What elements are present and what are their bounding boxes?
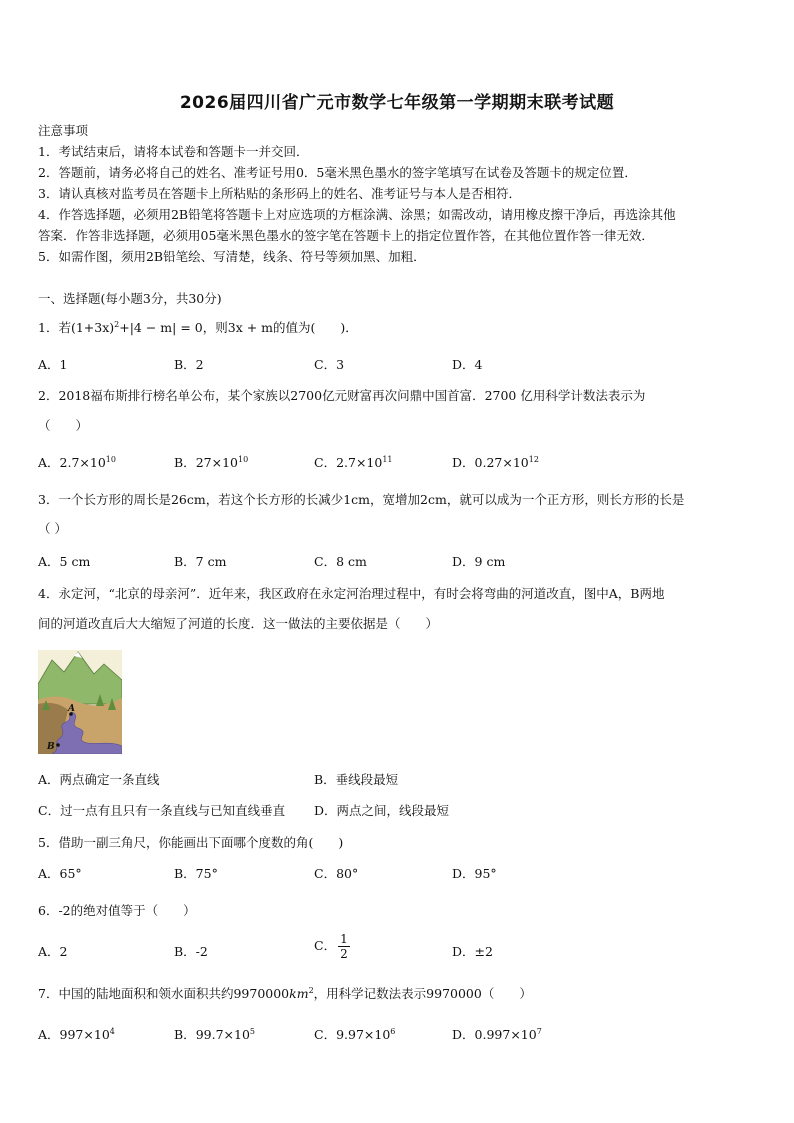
- q2-c-base: 2.7×10: [336, 455, 383, 470]
- q1-option-d[interactable]: D．4: [452, 357, 483, 372]
- notice-item-4-cont: 答案．作答非选择题，必须用05毫米黑色墨水的签字笔在答题卡上的指定位置作答，在其他位置作答一律无效．: [38, 228, 654, 243]
- q2-b-label: B．: [174, 455, 196, 470]
- q1-option-c[interactable]: C．3: [314, 357, 345, 372]
- question-7: [38, 984, 532, 1002]
- q6-option-a[interactable]: A．2: [38, 944, 68, 959]
- q7-value: 9970000: [233, 986, 290, 1001]
- q1-prefix: 1．若: [38, 320, 71, 335]
- q2-option-a[interactable]: [38, 453, 116, 471]
- q2-option-c[interactable]: [314, 453, 393, 471]
- q7-suffix: ，用科学记数法表示9970000（ ）: [313, 986, 532, 1001]
- notice-item-5: 5．如需作图，须用2B铅笔绘、写清楚，线条、符号等须加黑、加粗．: [38, 249, 426, 264]
- q2-a-label: A．: [38, 455, 60, 470]
- q4-option-d[interactable]: D．两点之间，线段最短: [314, 803, 450, 818]
- q3-option-b[interactable]: B．7 cm: [174, 554, 227, 569]
- label-a: A: [68, 704, 75, 714]
- q7-unit-exp: 2: [308, 986, 314, 995]
- q6-c-label: C．: [314, 938, 337, 953]
- q7-b-label: B．: [174, 1027, 196, 1042]
- q1-expr-mid: +|4 − m| = 0: [119, 320, 203, 335]
- q3-option-d[interactable]: D．9 cm: [452, 554, 506, 569]
- q7-prefix: 7．中国的陆地面积和领水面积共约: [38, 986, 234, 1001]
- notice-item-4: 4．作答选择题，必须用2B铅笔将答题卡上对应选项的方框涂满、涂黑；如需改动，请用橡皮擦干净后，再选涂其他: [38, 207, 676, 222]
- q7-c-label: C．: [314, 1027, 337, 1042]
- question-5: 5．借助一副三角尺，你能画出下面哪个度数的角( ): [38, 835, 344, 850]
- q7-b-exp: 5: [249, 1027, 255, 1036]
- q1-option-a[interactable]: A．1: [38, 357, 68, 372]
- q7-d-exp: 7: [536, 1027, 542, 1036]
- q2-option-b[interactable]: [174, 453, 248, 471]
- q6-c-fraction: [338, 932, 350, 961]
- q1-expr: [71, 320, 203, 335]
- q7-option-d[interactable]: [452, 1025, 542, 1043]
- q7-unit: km: [289, 986, 309, 1001]
- q1-then: ，则: [202, 320, 228, 335]
- point-b: [56, 743, 60, 747]
- q2-option-d[interactable]: [452, 453, 539, 471]
- q6-option-c[interactable]: [314, 932, 350, 961]
- q7-a-label: A．: [38, 1027, 60, 1042]
- question-6: 6．-2的绝对值等于（ ）: [38, 903, 196, 918]
- question-4-cont: 间的河道改直后大大缩短了河道的长度．这一做法的主要依据是（ ）: [38, 616, 439, 631]
- q1-option-b[interactable]: B．2: [174, 357, 204, 372]
- q4-option-c[interactable]: C．过一点有且只有一条直线与已知直线垂直: [38, 803, 286, 818]
- q2-a-base: 2.7×10: [59, 455, 106, 470]
- q3-option-c[interactable]: C．8 cm: [314, 554, 367, 569]
- q7-d-base: 0.997×10: [474, 1027, 537, 1042]
- q2-b-base: 27×10: [195, 455, 238, 470]
- question-2-paren: （ ）: [38, 418, 89, 433]
- page-title: 2026届四川省广元市数学七年级第一学期期末联考试题: [179, 93, 615, 113]
- q2-c-label: C．: [314, 455, 337, 470]
- notice-item-1: 1．考试结束后，请将本试卷和答题卡一并交回．: [38, 144, 309, 159]
- question-4: 4．永定河，“北京的母亲河”．近年来，我区政府在永定河治理过程中，有时会将弯曲的河道改直，图中A，B两地: [38, 586, 665, 601]
- q7-a-exp: 4: [109, 1027, 115, 1036]
- q1-expr-exp: 2: [114, 320, 120, 329]
- q6-option-b[interactable]: B．-2: [174, 944, 208, 959]
- fraction-denominator: 2: [340, 947, 348, 961]
- question-2: 2．2018福布斯排行榜名单公布，某个家族以2700亿元财富再次问鼎中国首富．2700 亿用科学计数法表示为: [38, 388, 646, 403]
- q5-option-c[interactable]: C．80°: [314, 866, 359, 881]
- q5-option-a[interactable]: A．65°: [38, 866, 82, 881]
- river-illustration: [38, 650, 122, 754]
- q2-d-label: D．: [452, 455, 475, 470]
- q1-suffix: 的值为( )．: [273, 320, 358, 335]
- q7-d-label: D．: [452, 1027, 475, 1042]
- q7-c-exp: 6: [390, 1027, 396, 1036]
- q1-expr-base: (1+3x): [70, 320, 115, 335]
- q1-target: 3x + m: [227, 320, 274, 335]
- notice-heading: 注意事项: [38, 123, 89, 138]
- label-b: B: [47, 742, 55, 752]
- notice-item-2: 2．答题前，请务必将自己的姓名、准考证号用0．5毫米黑色墨水的签字笔填写在试卷及答题卡的规定位置．: [38, 165, 637, 180]
- q6-option-d[interactable]: D．±2: [452, 944, 493, 959]
- q2-c-exp: 11: [382, 455, 393, 464]
- q7-option-c[interactable]: [314, 1025, 395, 1043]
- q5-option-d[interactable]: D．95°: [452, 866, 497, 881]
- q7-b-base: 99.7×10: [195, 1027, 250, 1042]
- question-3: 3．一个长方形的周长是26cm，若这个长方形的长减少1cm，宽增加2cm，就可以成为一个正方形，则长方形的长是: [38, 492, 685, 507]
- fraction-numerator: 1: [340, 932, 348, 946]
- q4-option-b[interactable]: B．垂线段最短: [314, 772, 399, 787]
- q7-option-b[interactable]: [174, 1025, 255, 1043]
- q3-option-a[interactable]: A．5 cm: [38, 554, 91, 569]
- q4-option-a[interactable]: A．两点确定一条直线: [38, 772, 160, 787]
- q2-d-base: 0.27×10: [474, 455, 529, 470]
- q2-b-exp: 10: [237, 455, 249, 464]
- q2-d-exp: 12: [528, 455, 539, 464]
- question-3-paren: （ ）: [38, 521, 67, 536]
- q7-c-base: 9.97×10: [336, 1027, 391, 1042]
- notice-item-3: 3．请认真核对监考员在答题卡上所粘贴的条形码上的姓名、准考证号与本人是否相符．: [38, 186, 521, 201]
- section-heading: 一、选择题(每小题3分，共30分): [38, 291, 222, 306]
- q5-option-b[interactable]: B．75°: [174, 866, 218, 881]
- q7-option-a[interactable]: [38, 1025, 115, 1043]
- question-1: [38, 318, 358, 336]
- q7-a-base: 997×10: [59, 1027, 110, 1042]
- q2-a-exp: 10: [105, 455, 116, 464]
